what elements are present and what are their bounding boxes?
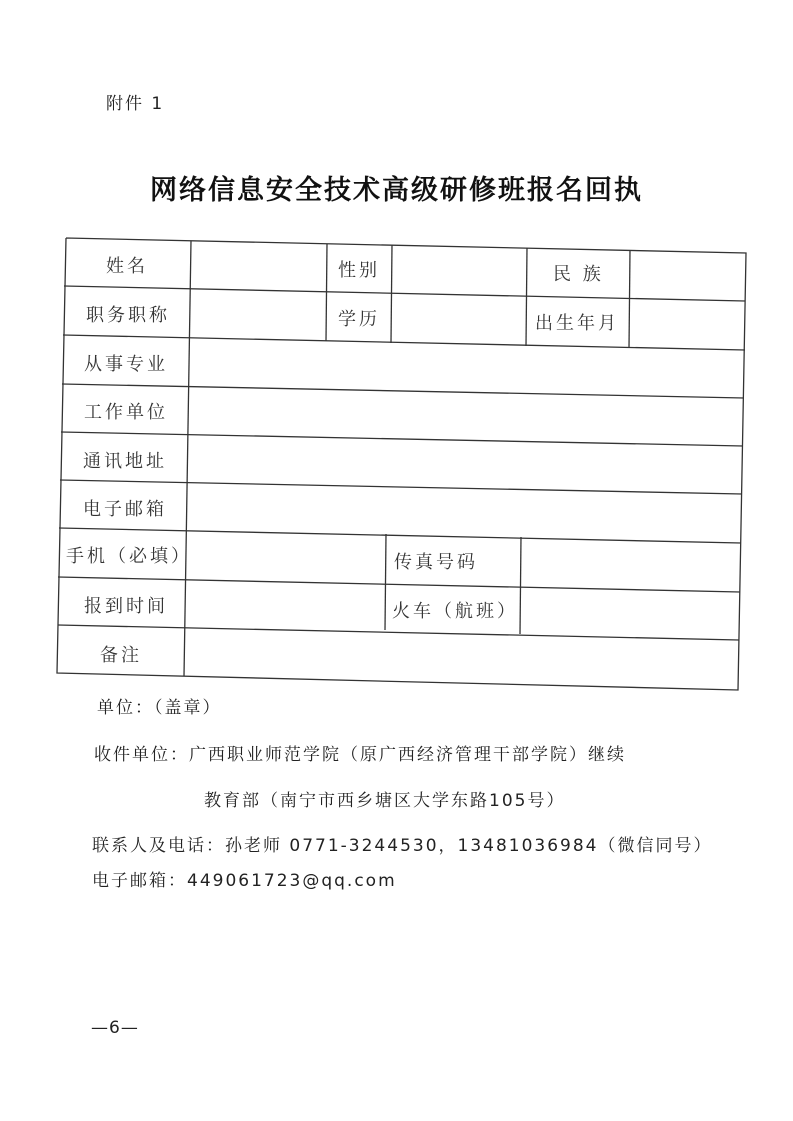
- position-title-field[interactable]: [195, 294, 323, 334]
- employer-field[interactable]: [193, 391, 739, 431]
- ethnicity-label: 民 族: [553, 264, 604, 285]
- contact-line: 联系人及电话：孙老师 0771-3244530，13481036984（微信同号）: [92, 836, 713, 856]
- address-field[interactable]: [192, 440, 738, 480]
- major-field[interactable]: [194, 343, 740, 383]
- name-label: 姓名: [106, 256, 148, 277]
- contact-email-line: 电子邮箱：449061723@qq.com: [92, 871, 397, 891]
- address-label: 通讯地址: [83, 451, 167, 472]
- gender-label: 性别: [338, 260, 380, 281]
- birth-date-label: 出生年月: [535, 313, 619, 334]
- attachment-label: 附件 1: [106, 94, 165, 114]
- mobile-field[interactable]: [190, 537, 382, 577]
- email-field[interactable]: [191, 488, 737, 528]
- mobile-label: 手机（必填）: [66, 546, 192, 567]
- email-label: 电子邮箱: [83, 499, 167, 520]
- arrival-time-field[interactable]: [189, 585, 381, 625]
- fax-field[interactable]: [525, 541, 737, 581]
- fax-label: 传真号码: [394, 552, 478, 573]
- form-title: 网络信息安全技术高级研修班报名回执: [150, 175, 643, 206]
- recipient-line-2: 教育部（南宁市西乡塘区大学东路105号）: [204, 791, 566, 811]
- position-title-label: 职务职称: [86, 305, 170, 326]
- employer-label: 工作单位: [84, 402, 168, 423]
- major-label: 从事专业: [84, 354, 168, 375]
- page-number: —6—: [91, 1018, 139, 1038]
- education-label: 学历: [338, 309, 380, 330]
- train-flight-label: 火车（航班）: [392, 601, 518, 622]
- recipient-line-1: 收件单位：广西职业师范学院（原广西经济管理干部学院）继续: [94, 745, 626, 765]
- gender-field[interactable]: [396, 249, 524, 289]
- remarks-label: 备注: [100, 645, 142, 666]
- seal-line: 单位：（盖章）: [97, 698, 222, 718]
- arrival-time-label: 报到时间: [84, 596, 168, 617]
- birth-date-field[interactable]: [633, 303, 741, 343]
- train-flight-field[interactable]: [524, 590, 736, 630]
- remarks-field[interactable]: [188, 634, 734, 674]
- name-field[interactable]: [195, 246, 323, 286]
- education-field[interactable]: [396, 298, 524, 338]
- ethnicity-field[interactable]: [633, 254, 741, 294]
